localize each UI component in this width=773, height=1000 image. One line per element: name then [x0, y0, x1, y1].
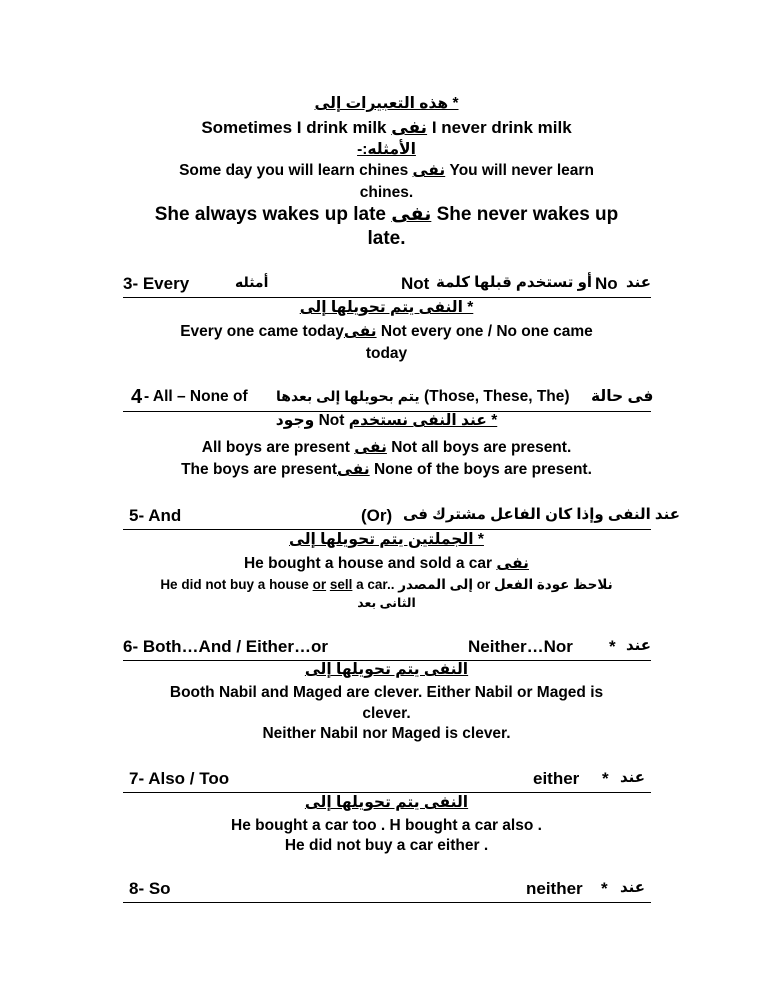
- section-5-ex2-sell: sell: [329, 577, 353, 592]
- section-5-ex2-masdar: إلى المصدر: [398, 577, 473, 592]
- section-3-rule: أو تستخدم قبلها كلمة: [436, 274, 593, 291]
- section-7-sub: [0, 795, 773, 811]
- section-4-those: (Those, These, The): [424, 388, 570, 405]
- section-6-sub: [0, 662, 773, 678]
- intro-ex1a-right: You will never learn: [449, 162, 594, 179]
- intro-ex1a-neg: نفى: [412, 162, 446, 179]
- section-5-ex2-line2: [0, 597, 773, 610]
- section-6-number: 6- Both…And / Either…or: [123, 637, 328, 656]
- section-4-title: - All – None of: [144, 388, 248, 405]
- section-5-sub: [0, 532, 773, 548]
- section-8-number: 8- So: [129, 879, 171, 898]
- section-3-ex-left: Every one came today: [180, 323, 344, 340]
- section-4-ex1-neg: نفى: [354, 439, 387, 456]
- section-5-row: [123, 506, 680, 530]
- section-4-ex1-left: All boys are present: [201, 439, 350, 456]
- section-7-sub-text: النفى يتم تحويلها إلى: [304, 794, 469, 811]
- section-5-ex2: [0, 578, 773, 592]
- section-6-neither: Neither…Nor: [468, 637, 573, 656]
- section-3-no: No: [595, 274, 618, 293]
- section-4-case: فى حالة: [591, 388, 654, 405]
- section-5-ex2-or1: or: [312, 577, 327, 592]
- section-5-ex2-or2: or: [476, 577, 491, 592]
- section-4-ex2: [0, 462, 773, 478]
- section-5-ex2-a: He did not buy a house: [160, 577, 309, 592]
- section-6-ex2: clever.: [362, 705, 411, 722]
- section-5-ex2-note: نلاحظ عودة الفعل: [493, 577, 613, 592]
- intro-header-text: * هذه التعبيرات إلى: [314, 95, 459, 112]
- section-4-ex2-left: The boys are present: [181, 461, 337, 478]
- intro-ex2a-left: She always wakes up late: [154, 204, 387, 225]
- section-4-sub-wujud: وجود: [275, 412, 315, 429]
- section-7-ex2: He did not buy a car either .: [284, 837, 489, 854]
- section-5-ex1-neg: نفى: [496, 555, 530, 572]
- section-3-sub-text: * النفى يتم تحويلها إلى: [299, 299, 474, 316]
- section-5-ex2-b: a car..: [356, 577, 395, 592]
- intro-ex2b: late.: [367, 228, 406, 249]
- intro-ex2a-neg: نفى: [391, 204, 432, 225]
- section-4-convert: يتم بحويلها إلى بعدها: [276, 388, 420, 404]
- section-7-either: either: [533, 769, 580, 788]
- section-4-sub: [0, 413, 773, 429]
- section-5-sub-text: * الجملتين يتم تحويلها إلى: [289, 531, 484, 548]
- section-5-ex1: [0, 556, 773, 572]
- section-4-ex1-right: Not all boys are present.: [391, 439, 572, 456]
- section-8-star: *: [601, 879, 608, 898]
- section-3-row: [123, 275, 651, 298]
- section-6-row: [123, 638, 651, 661]
- section-3-ex-neg: نفى: [343, 323, 377, 340]
- section-5-number: 5- And: [129, 506, 182, 525]
- intro-ex1a: [0, 163, 773, 179]
- section-3-ex2: today: [365, 345, 408, 362]
- section-4-ex1: [0, 440, 773, 456]
- section-4-ex2-right: None of the boys are present.: [373, 461, 592, 478]
- section-3-number: 3- Every: [123, 274, 190, 293]
- examples-label-text: الأمثله:-: [357, 141, 416, 158]
- section-3-examples: أمثله: [235, 274, 269, 290]
- section-3-not: Not: [401, 274, 430, 293]
- section-6-star: *: [609, 637, 616, 656]
- intro-ex1b: chines.: [359, 184, 414, 201]
- section-7-ind: عند: [620, 769, 646, 786]
- section-7-row: [123, 770, 651, 793]
- intro-line1-right: I never drink milk: [431, 118, 572, 137]
- section-4-number: 4: [131, 386, 143, 408]
- section-8-ind: عند: [620, 879, 646, 896]
- section-5-rule: عند النفى وإذا كان الفاعل مشترك فى: [403, 506, 680, 523]
- section-6-ex1: Booth Nabil and Maged are clever. Either Nabil or Maged is: [169, 684, 604, 701]
- intro-ex2a-right: She never wakes up: [436, 204, 619, 225]
- intro-header: [0, 96, 773, 112]
- section-5-or: (Or): [361, 506, 393, 525]
- section-4-row: [123, 386, 654, 412]
- intro-line1: [0, 119, 773, 136]
- section-6-ind: عند: [626, 637, 652, 654]
- section-3-ind: عند: [626, 274, 652, 291]
- section-3-sub: [0, 300, 773, 316]
- section-4-sub-not: Not: [318, 412, 345, 429]
- section-7-ex1: He bought a car too . H bought a car also .: [231, 817, 542, 834]
- section-4-sub-rule: * عند النفى نستخدم: [348, 412, 498, 429]
- intro-line1-neg: نفى: [391, 118, 428, 137]
- section-7-star: *: [602, 769, 609, 788]
- section-5-ex2-line2-text: الثانى بعد: [357, 596, 416, 610]
- section-3-ex: [0, 324, 773, 340]
- section-3-ex-right: Not every one / No one came: [380, 323, 593, 340]
- section-6-sub-text: النفى يتم تحويلها إلى: [304, 661, 469, 678]
- section-8-row: [123, 880, 651, 903]
- section-8-neither: neither: [526, 879, 583, 898]
- section-4-ex2-neg: نفى: [337, 461, 370, 478]
- section-6-ex3: Neither Nabil nor Maged is clever.: [262, 725, 511, 742]
- intro-ex1a-left: Some day you will learn chines: [179, 162, 409, 179]
- intro-ex2a: [0, 205, 773, 224]
- examples-label: [0, 142, 773, 158]
- intro-line1-left: Sometimes I drink milk: [201, 118, 387, 137]
- section-5-ex1-left: He bought a house and sold a car: [243, 555, 493, 572]
- section-7-number: 7- Also / Too: [129, 769, 230, 788]
